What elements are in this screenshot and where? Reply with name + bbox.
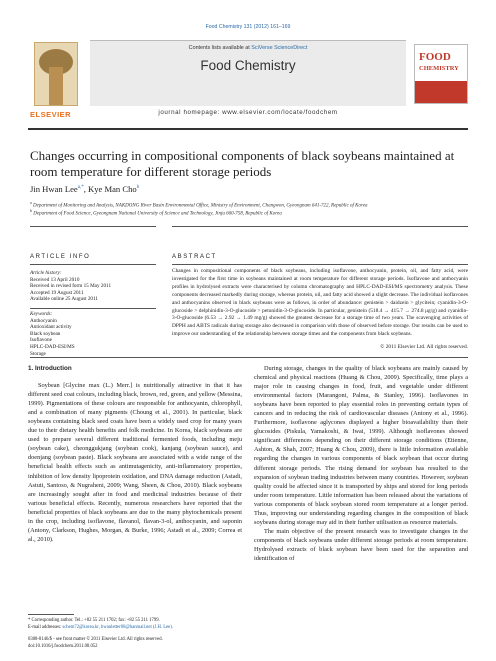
affiliation-text: Department of Monitoring and Analysis, NAKDONG River Basin Environmental Office, Ministry of Environment, Changwon, Gyeongnam 641-722, Republic of Korea	[33, 203, 368, 209]
elsevier-wordmark: ELSEVIER	[30, 110, 72, 119]
keyword-list	[30, 311, 75, 357]
article-history	[30, 270, 111, 303]
journal-masthead	[28, 40, 468, 124]
author-list	[30, 184, 139, 194]
journal-citation[interactable]: Food Chemistry 131 (2012) 161–169	[205, 24, 291, 30]
body-column-right	[254, 364, 468, 563]
journal-title: Food Chemistry	[200, 58, 296, 73]
body-paragraph: Soybean [Glycine max (L.) Merr.] is nutritionally attractive in that it has different seed coat colours, including black, brown, red, green, and yellow (Messina, 1999). Pigmentations of these colours are responsible for anthocyanin, chlorophyll, and a combination of many pigments (Choung et al., 2001). In particular, black soybeans containing black seed coats have been a widely used crop for many years due to their dietary health benefits and folk medicine. In Korea, black soybeans are used to prepare several different traditional fermented foods, including meju (soybean cake), cheonggukjang (soybean cook), kanjang (soybean sauce), and doenjang (soybean paste). Black soybeans are associated with a wide range of the beneficial health effects such as antimutagenicity, anti-inflammatory properties, inhibition of low density lipoprotein oxidation, and DNA damage reduction (Astadi, Astuti, Santoso, & Nugraheni, 2009; Wang, Sheen, & Chou, 2010). Black soybeans are increasingly sought after in food and medicinal industries because of their various beneficial effects. Recently, numerous researchers have reported that the beneficial properties of black soybeans are due to the many phytochemicals present in the crop, including isoflavone, flavanol, flavan-3-ol, anthocyanin, and saponin (Antony, Clarkson, Hughes, Morgan, & Burke, 1996; Astadi et al., 2009; Correa et al., 2010).	[28, 382, 242, 543]
history-label: Article history:	[30, 270, 62, 276]
footnote-divider	[28, 614, 74, 615]
author-name[interactable]: Kye Man Cho	[88, 184, 137, 194]
divider	[172, 226, 468, 227]
abstract-text: Changes in compositional components of black soybeans, including isoflavone, anthocyanin, protein, oil, and fatty acid, were investigated for the first time in soybeans maintained at room temperature for different storage periods. Isoflavone and anthocyanin profiles in hydrolysed extracts were characterised by column chromatography and HPLC-DAD-ESI/MS spectrometry analysis. These components decreased markedly during storage, whereas protein, oil, and fatty acid showed a slight decrease. The individual isoflavones and anthocyanins observed in black soybeans were as follows, in order of abundance: genistein > daidzein > glycitein; cyanidin-3-O-glucoside > delphinidin-3-O-glucoside > petunidin-3-O-glucoside. In particular, genistein (518.4 → 415.7 → 274.8 μg/g) and cyanidin-3-O-glucoside (6.53 → 2.92 → 1.49 mg/g) showed the greatest decrease for a storage time of two years. The scavenging activities of DPPH and ABTS radicals during storage also decreased in comparison with those of observed before storage. Our results can be used to improve our understanding of the relationship between storage times and the components from black soybeans.	[172, 268, 468, 338]
journal-cover-thumbnail[interactable]	[414, 44, 468, 104]
issn-line: 0308-8146/$ - see front matter © 2011 Elsevier Ltd. All rights reserved.	[28, 637, 163, 642]
contents-line	[90, 45, 406, 51]
divider	[172, 264, 468, 265]
divider	[30, 264, 156, 265]
author-marks[interactable]: b	[136, 185, 140, 191]
body-column-left	[28, 364, 242, 544]
author-separator: ,	[83, 184, 89, 194]
keyword: Storage	[30, 350, 46, 357]
divider	[30, 226, 156, 227]
body-paragraph: The main objective of the present research was to investigate changes in the components of black soybeans under different storage periods at room temperature. Hydrolysed extracts of black soybean have been used for the separation and identification of	[254, 527, 468, 562]
history-entry: Received 13 April 2010	[30, 276, 80, 283]
abstract-heading: ABSTRACT	[172, 254, 217, 260]
cover-word-food: FOOD	[419, 51, 451, 63]
contents-prefix: Contents lists available at	[188, 45, 252, 51]
affiliation-mark: b	[30, 208, 32, 213]
article-info-heading: ARTICLE INFO	[30, 254, 91, 260]
doi-link[interactable]: doi:10.1016/j.foodchem.2011.08.052	[28, 644, 98, 649]
email-note	[28, 625, 173, 631]
keyword: Anthocyanin	[30, 317, 57, 324]
elsevier-tree-icon	[34, 42, 78, 106]
cover-band	[415, 81, 467, 103]
elsevier-logo[interactable]	[28, 42, 86, 124]
affiliation	[30, 208, 282, 217]
masthead-banner	[90, 40, 406, 106]
body-paragraph: During storage, changes in the quality of black soybeans are mainly caused by chemical and physical reactions (Huang & Chou, 2009). Specifically, time plays a major role in causing changes in food, fruit, and vegetable under different environmental factors (Marangoni, Palma, & Stanley, 1996). Isoflavones in soybeans have been reported to play essential roles in preventing certain types of cancers and in reducing the risk of cardiovascular diseases (Antony et al., 1996). Furthermore, isoflavone aglycones displayed a higher bioavailability than their glucosides (Piskula, Yamakoshi, & Iwai, 1999). Although isoflavones showed significant differences depending on their different storage conditions (Etienne, Ashton, & Shah, 2007; Huang & Chou, 2009), there is little information available regarding the changes in various components of black soybean that occur during different storage periods. The rising demand for soybean has resulted to the expansion of soybean trading industries between many countries. However, soybean quality could be affected since it is transported by ships and stored for long periods under room temperature. Little information has been released about the variations of various components of black soybean stored room temperature at a longer period. Thus, improving our understanding regarding changes in the composition of black soybeans during storage may aid in their further utilisation as resource materials.	[254, 365, 468, 526]
corresponding-author-note: * Corresponding author. Tel.: +82 55 211 1702; fax: +82 55 211 1799.	[28, 618, 160, 623]
sciencedirect-link[interactable]: SciVerse ScienceDirect	[251, 45, 308, 51]
keywords-label: Keywords:	[30, 311, 53, 317]
divider	[30, 357, 468, 358]
email-label: E-mail addresses:	[28, 625, 63, 630]
author-marks[interactable]: a,*	[77, 185, 84, 191]
affiliation-mark: a	[30, 200, 32, 205]
cover-word-chemistry: CHEMISTRY	[419, 65, 459, 72]
author-name[interactable]: Jin Hwan Lee	[30, 184, 78, 194]
article-title: Changes occurring in compositional components of black soybeans maintained at room temperature for different storage periods	[30, 148, 455, 179]
history-entry: Accepted 19 August 2011	[30, 289, 84, 296]
affiliation-text: Department of Food Science, Gyeongnam National University of Science and Technology, Jinju 660-758, Republic of Korea	[33, 211, 282, 217]
keyword: Isoflavone	[30, 337, 52, 344]
section-heading: 1. Introduction	[28, 365, 72, 372]
copyright-notice: © 2011 Elsevier Ltd. All rights reserved.	[380, 344, 468, 350]
divider	[30, 308, 156, 309]
history-entry: Available online 25 August 2011	[30, 296, 99, 303]
header-divider	[28, 128, 468, 130]
keyword: Antioxidant activity	[30, 324, 72, 331]
journal-homepage[interactable]: journal homepage: www.elsevier.com/locate/foodchem	[158, 109, 338, 116]
keyword: Black soybean	[30, 330, 61, 337]
email-links[interactable]: schem72@korea.kr, bwanletter08@hanmail.net (J.H. Lee).	[62, 625, 173, 630]
keyword: HPLC-DAD-ESI/MS	[30, 343, 75, 350]
history-entry: Received in revised form 15 May 2011	[30, 283, 112, 290]
